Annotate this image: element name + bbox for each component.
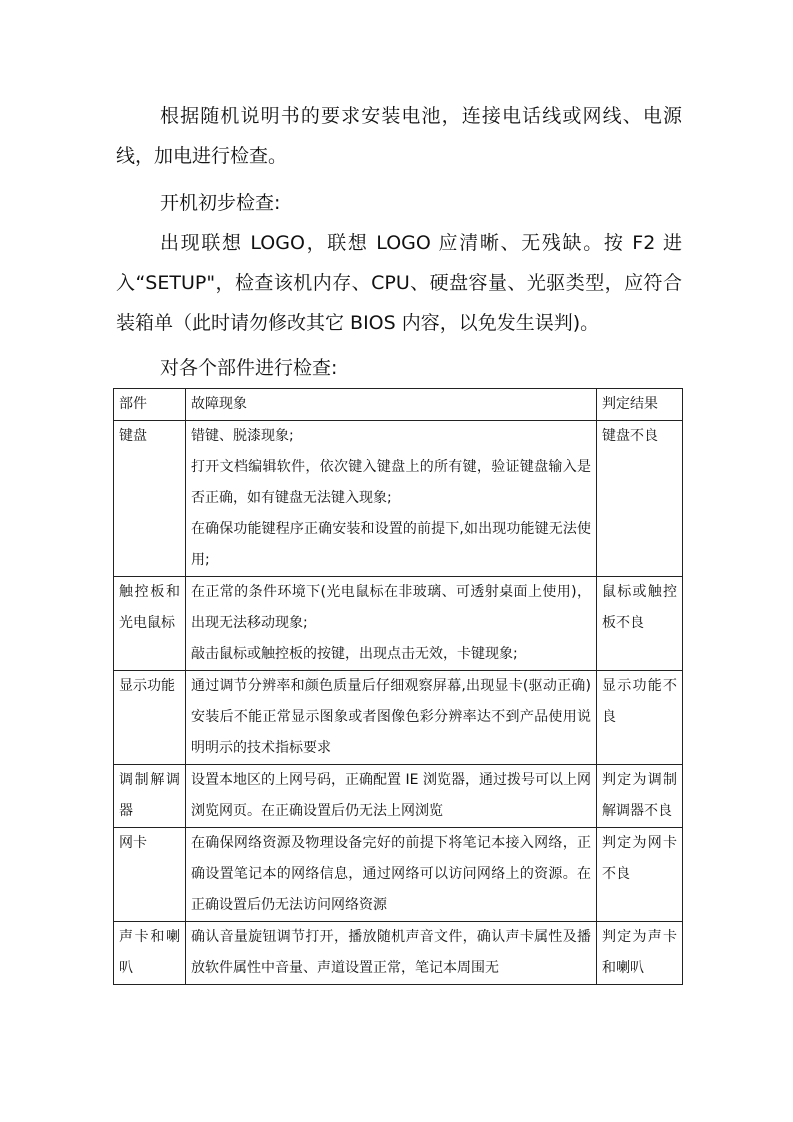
table-row bbox=[114, 922, 683, 985]
part-cell: 网卡 bbox=[114, 828, 186, 922]
table-row bbox=[114, 765, 683, 828]
table-row bbox=[114, 671, 683, 765]
symptom-cell bbox=[186, 577, 597, 671]
part-cell: 声卡和喇叭 bbox=[114, 922, 186, 985]
table-row bbox=[114, 421, 683, 577]
result-cell: 鼠标或触控板不良 bbox=[597, 577, 683, 671]
symptom-line: 敲击鼠标或触控板的按键，出现点击无效，卡键现象; bbox=[191, 646, 518, 662]
header-symptom: 故障现象 bbox=[186, 389, 597, 421]
symptom-line: 在正常的条件环境下(光电鼠标在非玻璃、可透射桌面上使用)，出现无法移动现象; bbox=[191, 584, 591, 631]
result-cell: 判定为调制解调器不良 bbox=[597, 765, 683, 828]
logo-setup-paragraph: 出现联想 LOGO，联想 LOGO 应清晰、无残缺。按 F2 进入“SETUP"，检查该机内存、CPU、硬盘容量、光驱类型，应符合装箱单（此时请勿修改其它 BIOS 内容，以免发生误判)。 bbox=[116, 232, 682, 334]
symptom-cell bbox=[186, 922, 597, 985]
inspection-table bbox=[113, 388, 683, 985]
part-cell: 触控板和光电鼠标 bbox=[114, 577, 186, 671]
component-check-heading: 对各个部件进行检查: bbox=[160, 357, 338, 379]
symptom-line: 设置本地区的上网号码，正确配置 IE 浏览器，通过拨号可以上网浏览网页。在正确设置后仍无法上网浏览 bbox=[191, 772, 591, 819]
symptom-line: 确认音量旋钮调节打开，播放随机声音文件，确认声卡属性及播放软件属性中音量、声道设置正常，笔记本周围无 bbox=[191, 929, 591, 976]
symptom-line: 打开文档编辑软件，依次键入键盘上的所有键，验证键盘输入是否正确，如有键盘无法键入现象; bbox=[191, 459, 591, 506]
symptom-line: 在确保功能键程序正确安装和设置的前提下,如出现功能键无法使用; bbox=[191, 521, 591, 568]
symptom-line: 通过调节分辨率和颜色质量后仔细观察屏幕,出现显卡(驱动正确)安装后不能正常显示图象或者图像色彩分辨率达不到产品使用说明明示的技术指标要求 bbox=[191, 678, 591, 756]
result-cell: 显示功能不良 bbox=[597, 671, 683, 765]
result-cell: 判定为声卡和喇叭 bbox=[597, 922, 683, 985]
symptom-cell bbox=[186, 765, 597, 828]
symptom-cell bbox=[186, 671, 597, 765]
result-cell: 键盘不良 bbox=[597, 421, 683, 577]
table-row bbox=[114, 828, 683, 922]
symptom-cell bbox=[186, 421, 597, 577]
header-part: 部件 bbox=[114, 389, 186, 421]
table-row bbox=[114, 577, 683, 671]
part-cell: 调制解调器 bbox=[114, 765, 186, 828]
part-cell: 键盘 bbox=[114, 421, 186, 577]
symptom-line: 在确保网络资源及物理设备完好的前提下将笔记本接入网络，正确设置笔记本的网络信息，通过网络可以访问网络上的资源。在正确设置后仍无法访问网络资源 bbox=[191, 835, 591, 913]
part-cell: 显示功能 bbox=[114, 671, 186, 765]
initial-check-heading: 开机初步检查: bbox=[160, 192, 281, 214]
inspection-table-container bbox=[113, 388, 683, 1018]
intro-paragraph: 根据随机说明书的要求安装电池，连接电话线或网线、电源线，加电进行检查。 bbox=[116, 105, 682, 167]
table-header-row bbox=[114, 389, 683, 421]
symptom-line: 错键、脱漆现象; bbox=[191, 428, 294, 444]
header-result: 判定结果 bbox=[597, 389, 683, 421]
symptom-cell bbox=[186, 828, 597, 922]
result-cell: 判定为网卡不良 bbox=[597, 828, 683, 922]
